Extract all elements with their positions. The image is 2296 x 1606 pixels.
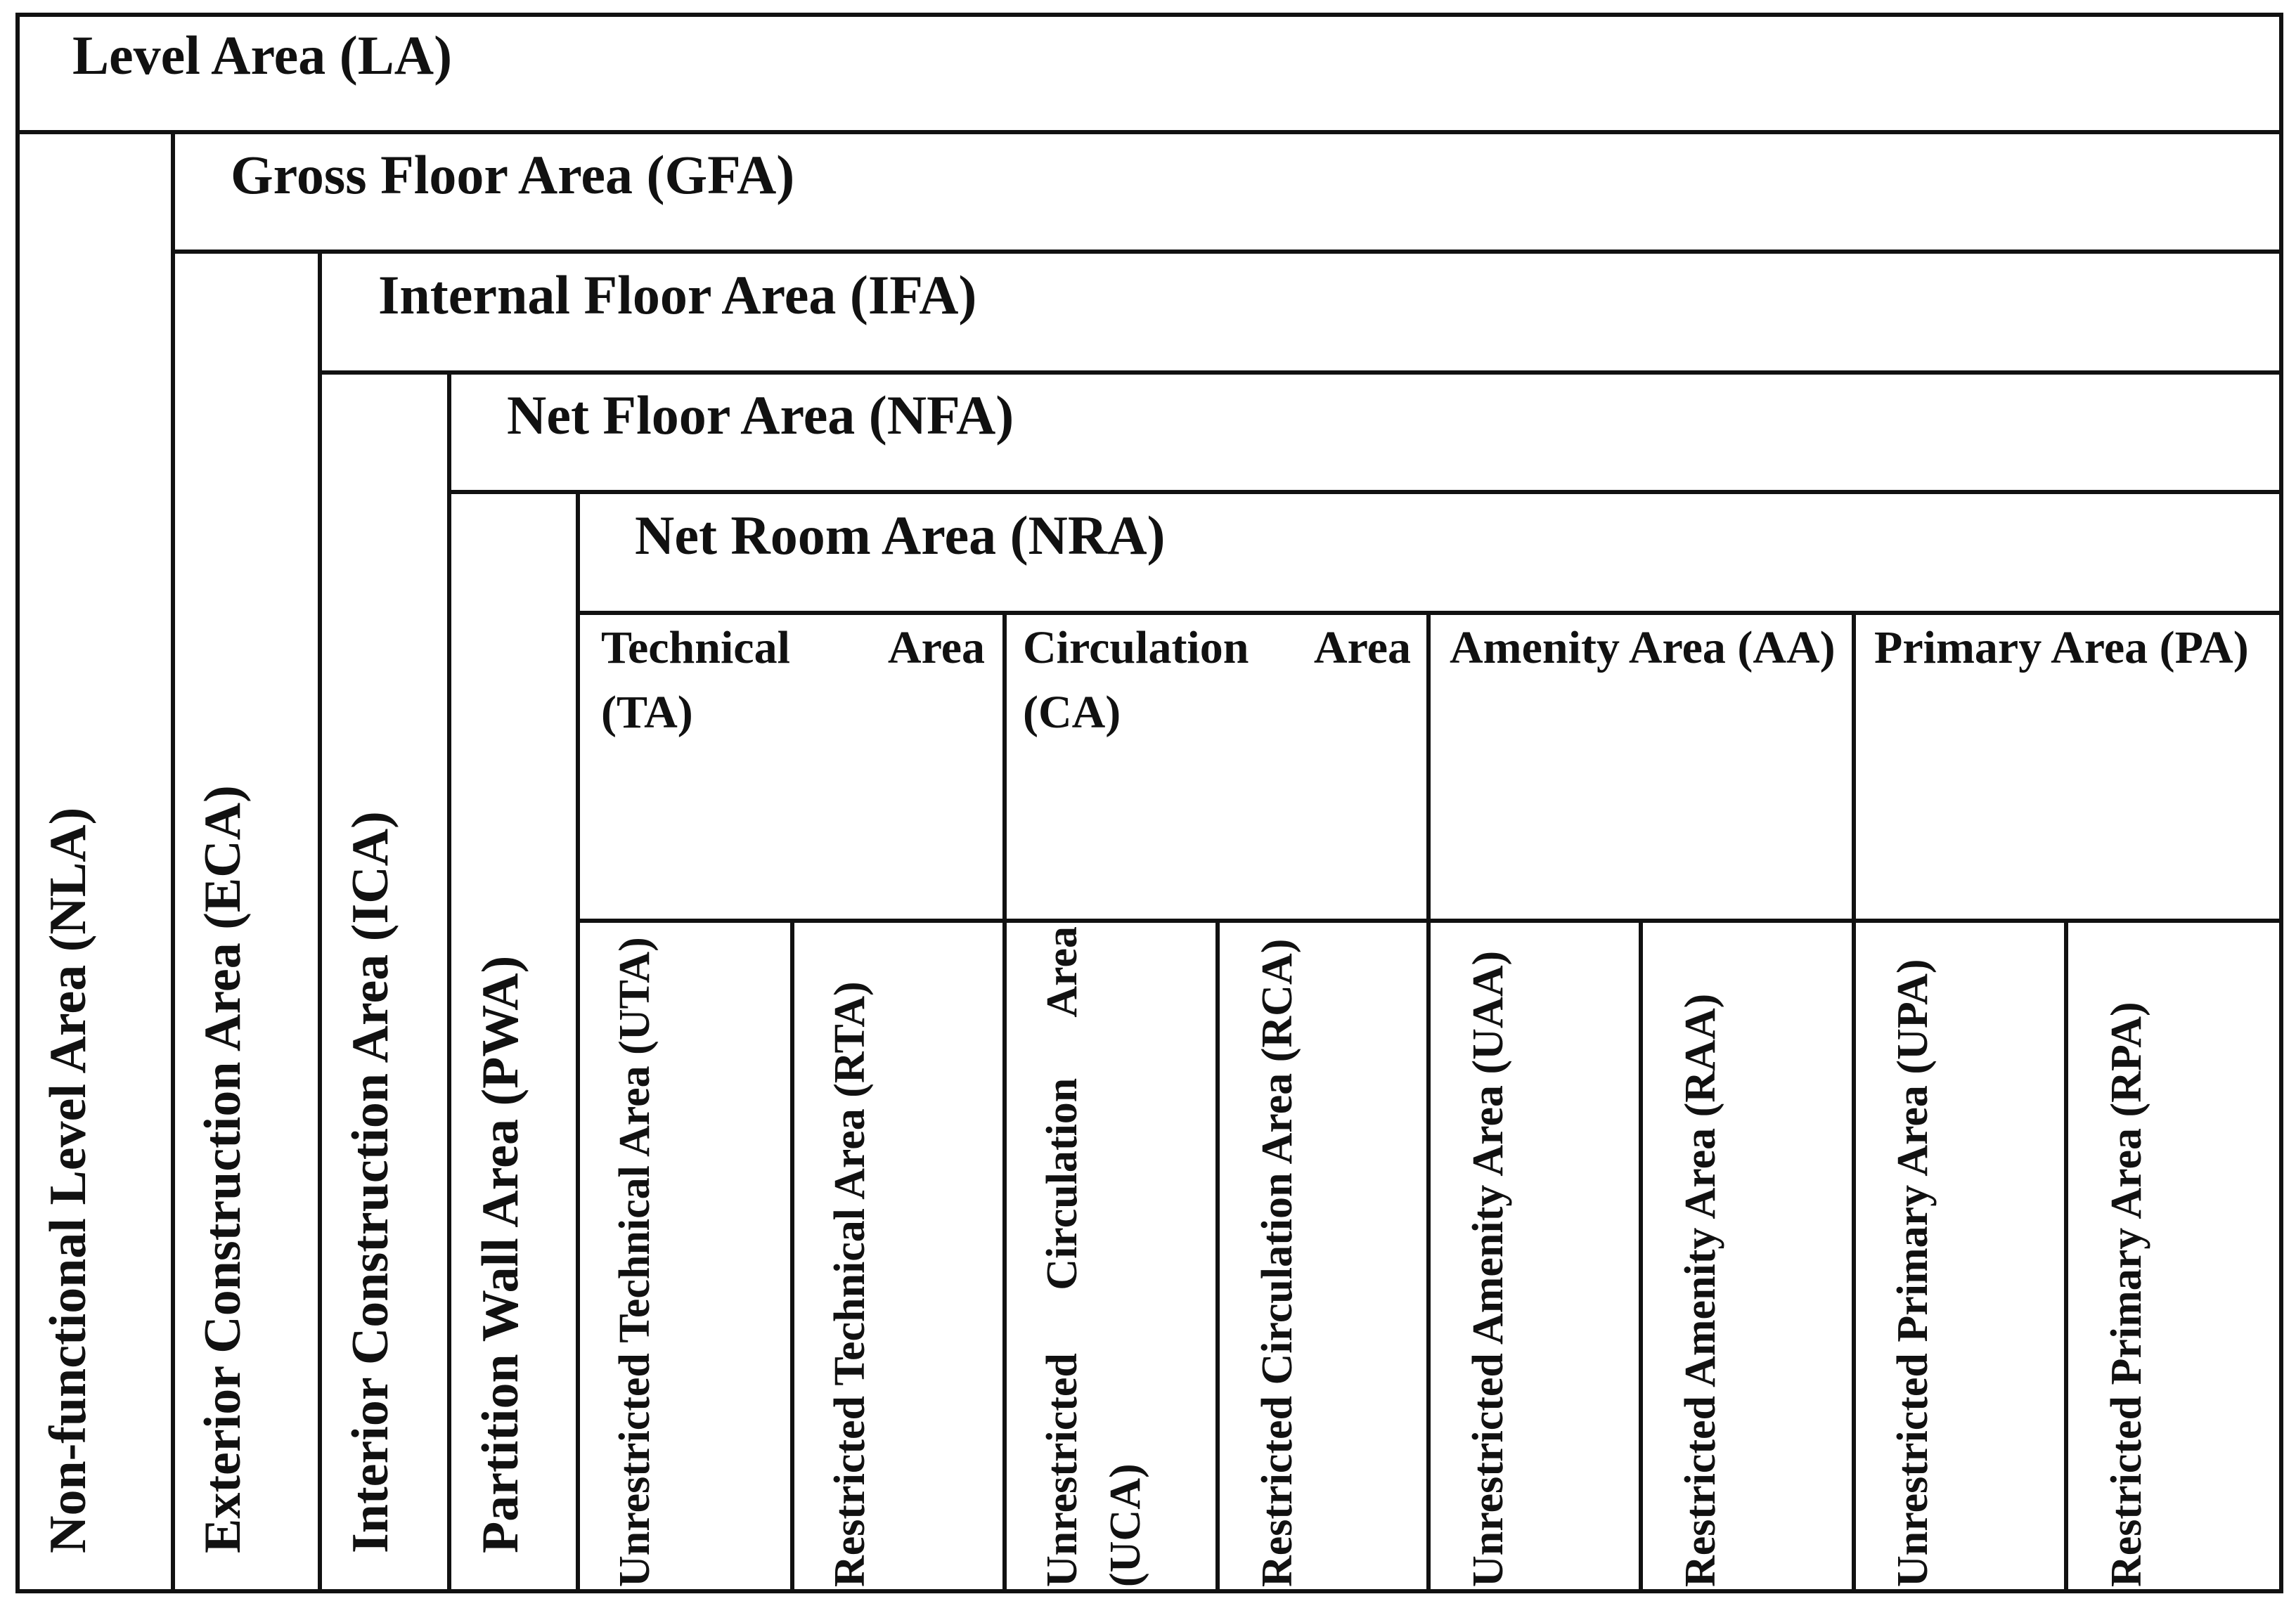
ica-cell — [344, 492, 408, 1553]
sub-cell-raa — [1669, 926, 1802, 1587]
divider-eca — [318, 250, 322, 1593]
divider-pwa — [576, 490, 580, 1593]
interior-construction-area-label: Interior Construction Area (ICA) — [342, 811, 399, 1553]
outer-border-bottom — [15, 1589, 2283, 1593]
unrestricted-technical-area-label: Unrestricted Technical Area (UTA) — [611, 937, 659, 1587]
sub-cell-rpa — [2095, 926, 2229, 1587]
sub-cell-upa — [1881, 926, 2015, 1587]
pwa-cell — [472, 633, 538, 1553]
divider-cat-3 — [1852, 611, 1856, 1593]
exterior-construction-area-label: Exterior Construction Area (ECA) — [194, 785, 252, 1553]
nla-cell — [39, 492, 105, 1553]
divider-sub-pa — [2064, 919, 2068, 1593]
sub-cell-rta — [818, 926, 952, 1587]
net-floor-area-label: Net Floor Area (NFA) — [507, 384, 1014, 446]
divider-cat-1 — [1002, 611, 1007, 1593]
sub-cell-rca — [1246, 926, 1379, 1587]
non-functional-level-area-label: Non-functional Level Area (NLA) — [39, 807, 97, 1553]
category-label-circulation: Circulation Area (CA) — [1023, 622, 1411, 738]
divider-nla — [171, 130, 175, 1593]
divider-ica — [447, 370, 451, 1593]
unrestricted-circulation-area-label: Unrestricted Circulation Area (UCA) — [1038, 926, 1149, 1587]
restricted-circulation-area-label: Restricted Circulation Area (RCA) — [1253, 938, 1301, 1587]
divider-sub-ta — [790, 919, 794, 1593]
restricted-technical-area-label: Restricted Technical Area (RTA) — [826, 981, 874, 1587]
level-area-label: Level Area (LA) — [72, 25, 453, 86]
sub-cell-uta — [603, 926, 737, 1587]
restricted-primary-area-label: Restricted Primary Area (RPA) — [2103, 1002, 2150, 1587]
restricted-amenity-area-label: Restricted Amenity Area (RAA) — [1677, 993, 1724, 1587]
sub-cell-uca — [1031, 926, 1164, 1587]
divider-nra — [578, 611, 2283, 615]
divider-ifa — [320, 370, 2283, 375]
partition-wall-area-label: Partition Wall Area (PWA) — [472, 955, 529, 1553]
category-label-primary: Primary Area (PA) — [1874, 622, 2249, 673]
unrestricted-primary-area-label: Unrestricted Primary Area (UPA) — [1889, 959, 1937, 1587]
unrestricted-amenity-area-label: Unrestricted Amenity Area (UAA) — [1464, 950, 1512, 1587]
sub-cell-uaa — [1457, 926, 1590, 1587]
outer-border-top — [15, 13, 2283, 17]
divider-cat-2 — [1426, 611, 1431, 1593]
category-label-technical: Technical Area (TA) — [601, 622, 985, 738]
internal-floor-area-label: Internal Floor Area (IFA) — [378, 264, 977, 325]
divider-sub-aa — [1639, 919, 1643, 1593]
divider-sub-ca — [1215, 919, 1220, 1593]
divider-gfa — [173, 250, 2283, 254]
divider-categories — [578, 919, 2283, 923]
eca-cell — [194, 492, 260, 1553]
divider-la — [15, 130, 2283, 134]
net-room-area-label: Net Room Area (NRA) — [635, 505, 1166, 566]
gross-floor-area-label: Gross Floor Area (GFA) — [231, 144, 795, 205]
divider-nfa — [449, 490, 2283, 494]
outer-border-left — [15, 13, 20, 1593]
category-label-amenity: Amenity Area (AA) — [1450, 622, 1836, 673]
